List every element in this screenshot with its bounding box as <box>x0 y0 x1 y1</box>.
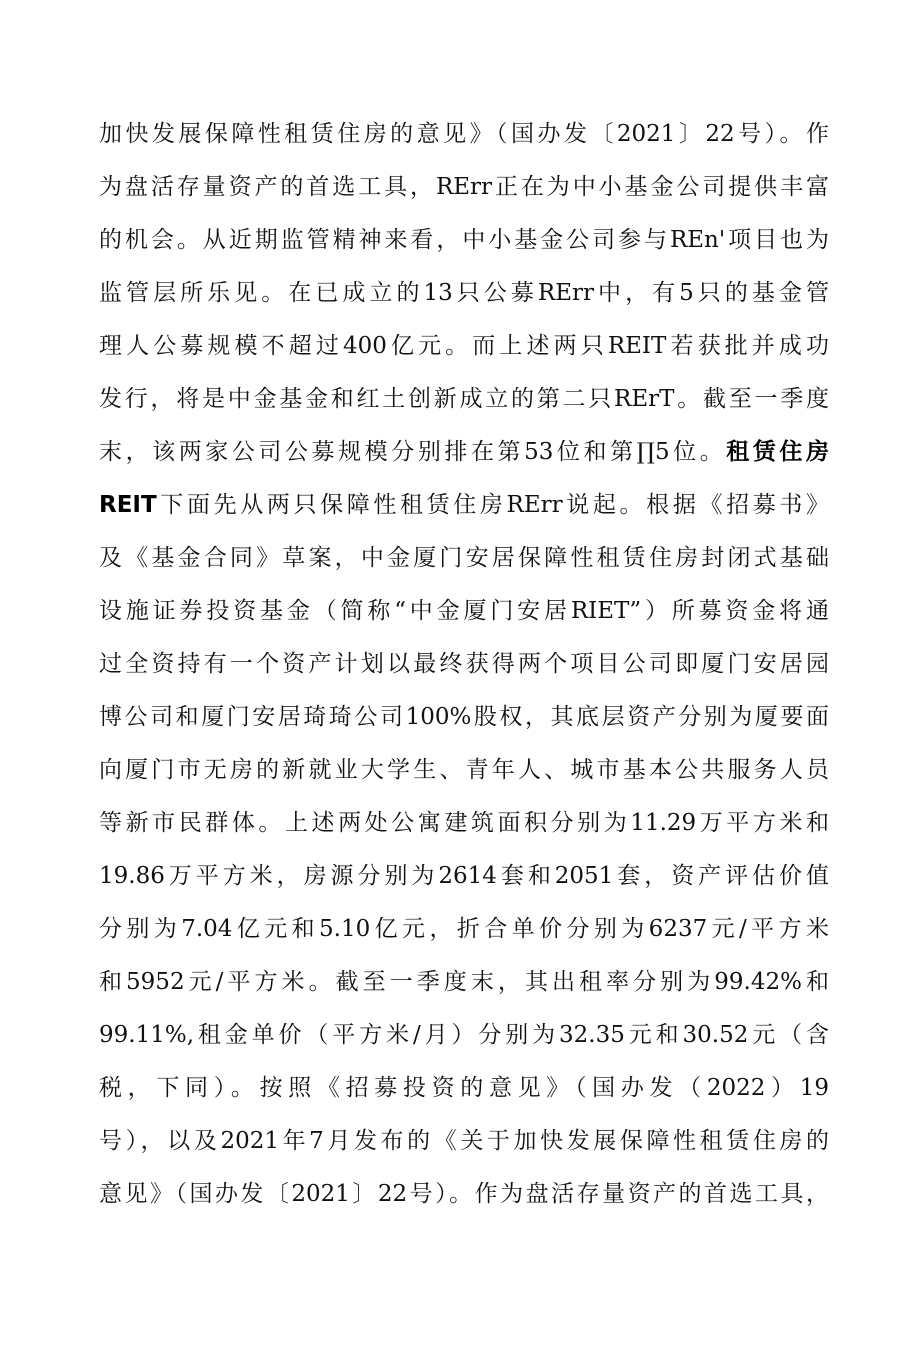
text-line-20: 号），以及2021年7月发布的《关于加快发展保障性租赁住房的 <box>99 1128 829 1154</box>
text-line-5: 理人公募规模不超过400亿元。而上述两只REIT若获批并成功 <box>99 333 829 359</box>
text-line-11: 过全资持有一个资产计划以最终获得两个项目公司即厦门安居园 <box>99 651 829 677</box>
text-line-9: 及《基金合同》草案，中金厦门安居保障性租赁住房封闭式基础 <box>99 545 829 571</box>
text-line-4: 监管层所乐见。在已成立的13只公募RErr中，有5只的基金管 <box>99 280 829 306</box>
text-line-18: 99.11%,租金单价（平方米/月）分别为32.35元和30.52元（含 <box>99 1022 829 1048</box>
text-line-19: 税，下同）。按照《招募投资的意见》（国办发（2022）19 <box>99 1075 829 1101</box>
text-line-21: 意见》（国办发〔2021〕22号）。作为盘活存量资产的首选工具， <box>99 1181 829 1207</box>
text-line-8 <box>99 479 829 532</box>
text-line-13: 向厦门市无房的新就业大学生、青年人、城市基本公共服务人员 <box>99 757 829 783</box>
text-line-16: 分别为7.04亿元和5.10亿元，折合单价分别为6237元/平方米 <box>99 916 829 942</box>
text-line-7-normal: 末，该两家公司公募规模分别排在第53位和第∏5位。 <box>99 439 727 465</box>
section-heading-part-2: REIT <box>99 492 157 518</box>
text-line-6: 发行，将是中金基金和红土创新成立的第二只RErT。截至一季度 <box>99 386 829 412</box>
text-line-8-normal: 下面先从两只保障性租赁住房RErr说起。根据《招募书》 <box>156 492 829 518</box>
text-line-12: 博公司和厦门安居琦琦公司100%股权，其底层资产分别为厦要面 <box>99 704 829 730</box>
text-line-3: 的机会。从近期监管精神来看，中小基金公司参与REn'项目也为 <box>99 227 829 253</box>
text-line-10: 设施证券投资基金（简称“中金厦门安居RIET”）所募资金将通 <box>99 598 829 624</box>
text-line-15: 19.86万平方米，房源分别为2614套和2051套，资产评估价值 <box>99 863 829 889</box>
section-heading-part-1: 租赁住房 <box>726 439 829 465</box>
text-line-1: 加快发展保障性租赁住房的意见》（国办发〔2021〕22号）。作 <box>99 121 829 147</box>
body-text <box>99 108 829 1221</box>
text-line-14: 等新市民群体。上述两处公寓建筑面积分别为11.29万平方米和 <box>99 810 829 836</box>
text-line-2: 为盘活存量资产的首选工具，RErr正在为中小基金公司提供丰富 <box>99 174 829 200</box>
text-line-17: 和5952元/平方米。截至一季度末，其出租率分别为99.42%和 <box>99 969 829 995</box>
text-line-7 <box>99 426 829 479</box>
